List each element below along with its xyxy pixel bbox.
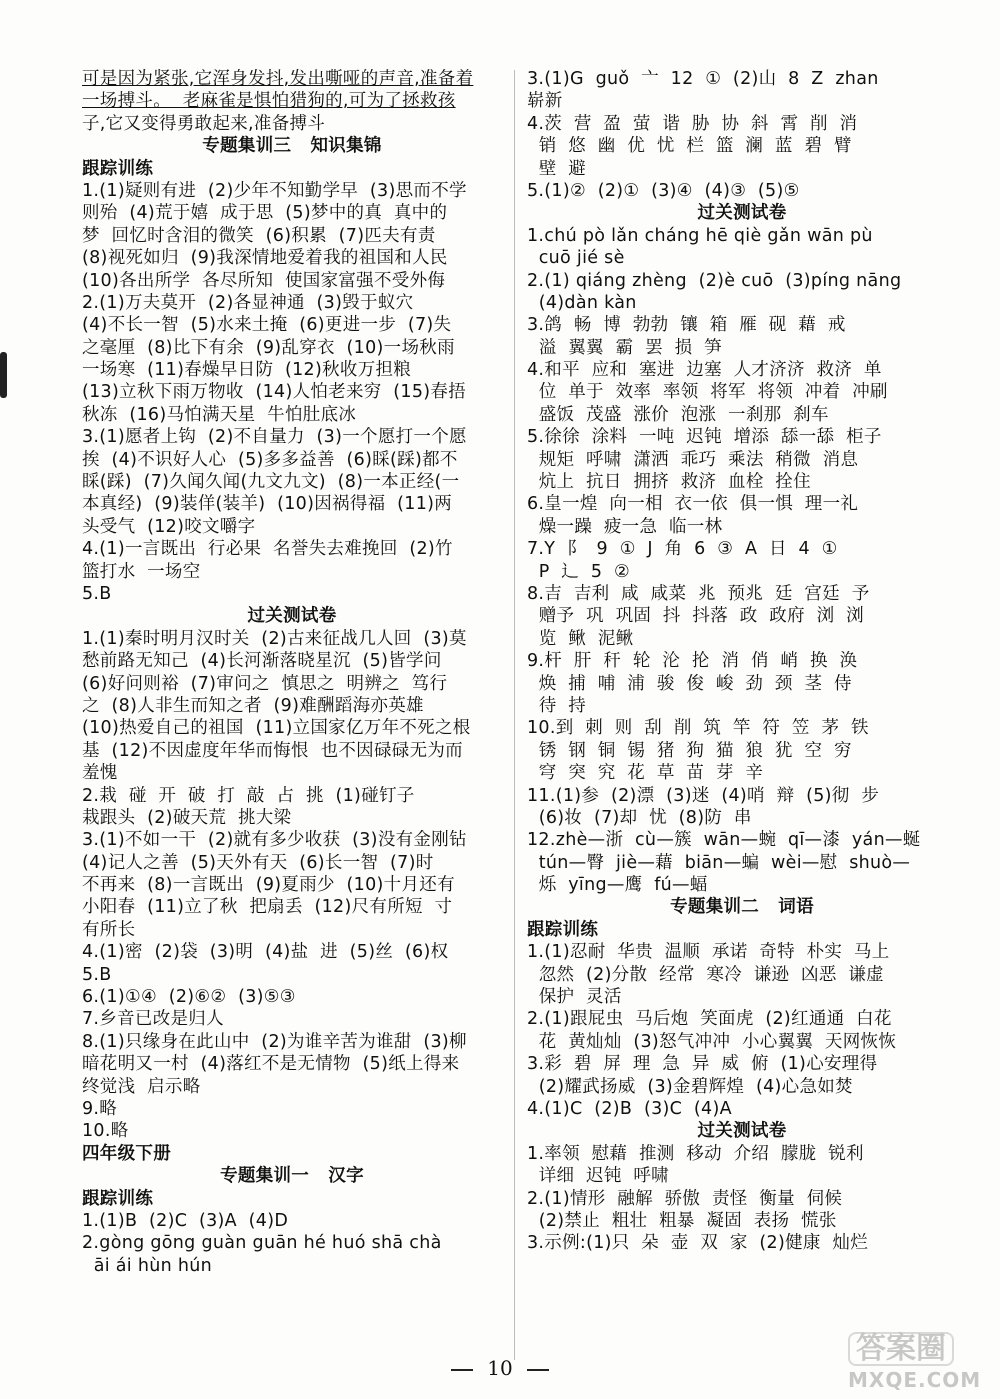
answer-line: (4)不长一智 (5)水来土掩 (6)更进一步 (7)失 bbox=[82, 315, 452, 336]
answer-line: 8.(1)只缘身在此山中 (2)为谁辛苦为谁甜 (3)柳 bbox=[82, 1031, 467, 1052]
answer-line: 7.Y 阝 9 ① J 角 6 ③ A 日 4 ① bbox=[527, 539, 838, 560]
watermark-logo-text: 答案圈 bbox=[848, 1332, 954, 1366]
answer-line: 溢 翼翼 霸 罢 损 笋 bbox=[527, 337, 722, 358]
answer-line: 4.(1)C (2)B (3)C (4)A bbox=[527, 1098, 732, 1119]
subsection-heading: 跟踪训练 bbox=[82, 1188, 154, 1209]
page-number-text: 10 bbox=[487, 1356, 513, 1380]
section-heading: 过关测试卷 bbox=[697, 203, 787, 224]
answer-line: 8.吉 吉利 咸 咸菜 兆 预兆 廷 宫廷 予 bbox=[527, 583, 870, 604]
scan-edge-mark bbox=[0, 352, 7, 398]
answer-line: 梦 回忆时含泪的微笑 (6)积累 (7)匹夫有责 bbox=[82, 225, 436, 246]
answer-line: 2.(1)万夫莫开 (2)各显神通 (3)毁于蚁穴 bbox=[82, 292, 414, 313]
answer-line: 1.(1)忍耐 华贵 温顺 承诺 奇特 朴实 马上 bbox=[527, 942, 890, 963]
answer-line: 3.(1)不如一干 (2)就有多少收获 (3)没有金刚钻 bbox=[82, 830, 467, 851]
answer-line: 1.chú pò lǎn cháng hē qiè gǎn wān pù bbox=[527, 225, 873, 246]
answer-line: 12.zhè—浙 cù—簇 wān—蜿 qī—漆 yán—蜒 bbox=[527, 830, 921, 851]
answer-line: 一场寒 (11)春燥早日防 (12)秋收万担粮 bbox=[82, 360, 412, 381]
answer-line: 6.皇一煌 向一相 衣一依 俱一惧 理一礼 bbox=[527, 494, 859, 515]
answer-line: 保护 灵活 bbox=[527, 987, 622, 1008]
answer-line: 规矩 呼啸 潇洒 乖巧 乘法 稍微 消息 bbox=[527, 449, 859, 470]
answer-line: tún—臀 jiè—藉 biān—蝙 wèi—慰 shuò— bbox=[527, 852, 911, 873]
answer-line: 2.(1)情形 融解 骄傲 责怪 衡量 伺候 bbox=[527, 1188, 843, 1209]
answer-line: 4.(1)密 (2)袋 (3)明 (4)盐 进 (5)丝 (6)权 bbox=[82, 942, 449, 963]
answer-line: 栽跟头 (2)破天荒 挑大梁 bbox=[82, 807, 292, 828]
answer-line: 2.(1)跟屁虫 马后炮 笑面虎 (2)红通通 白花 bbox=[527, 1009, 892, 1030]
answer-line: 焕 捕 哺 浦 骏 俊 峻 劲 颈 茎 侍 bbox=[527, 673, 852, 694]
answer-line: 暗花明又一村 (4)落红不是无情物 (5)纸上得来 bbox=[82, 1054, 460, 1075]
answer-line: 燥一躁 疲一急 临一林 bbox=[527, 516, 723, 537]
answer-line: (13)立秋下雨万物收 (14)人怕老来穷 (15)春捂 bbox=[82, 382, 467, 403]
answer-line: 壁 避 bbox=[527, 158, 587, 179]
answer-line: 则殆 (4)荒于嬉 成于思 (5)梦中的真 真中的 bbox=[82, 203, 448, 224]
subsection-heading: 四年级下册 bbox=[82, 1143, 171, 1164]
answer-line: (6)好问则裕 (7)审问之 慎思之 明辨之 笃行 bbox=[82, 673, 448, 694]
answer-line: 基 (12)不因虚度年华而悔恨 也不因碌碌无为而 bbox=[82, 740, 463, 761]
answer-line: 小阳春 (11)立了秋 把扇丢 (12)尺有所短 寸 bbox=[82, 897, 453, 918]
answer-line: 1.(1)B (2)C (3)A (4)D bbox=[82, 1210, 289, 1231]
answer-line: 7.乡音已改是归人 bbox=[82, 1009, 224, 1030]
answer-line: 销 悠 幽 优 忧 栏 篮 澜 蓝 碧 臂 bbox=[527, 136, 852, 157]
answer-line: 详细 迟钝 呼啸 bbox=[527, 1166, 669, 1187]
answer-line: 头受气 (12)咬文嚼字 bbox=[82, 516, 256, 537]
answer-line: 3.(1)G guǒ 亠 12 ① (2)山 8 Z zhan bbox=[527, 69, 879, 89]
answer-line: 一场搏斗。 老麻雀是惧怕猎狗的,可为了拯救孩 bbox=[82, 91, 456, 112]
answer-line: 待 持 bbox=[527, 695, 587, 716]
answer-line: P 辶 5 ② bbox=[527, 561, 630, 582]
subsection-heading: 跟踪训练 bbox=[527, 919, 599, 940]
answer-line: 锈 钢 铜 锡 猪 狗 猫 狼 犹 空 穷 bbox=[527, 740, 852, 761]
answer-line: cuō jié sè bbox=[527, 248, 625, 269]
answer-line: āi ái hùn hún bbox=[82, 1255, 213, 1276]
answer-line: 崭新 bbox=[527, 91, 563, 112]
answer-line: (10)各出所学 各尽所知 使国家富强不受外侮 bbox=[82, 270, 446, 291]
answer-line: 炕上 抗日 拥挤 救济 血栓 拴住 bbox=[527, 472, 811, 493]
answer-line: 1.(1)秦时明月汉时关 (2)古来征战几人回 (3)莫 bbox=[82, 628, 467, 649]
answer-line: 5.B bbox=[82, 964, 112, 985]
answer-line: 5.徐徐 涂料 一吨 迟钝 增添 舔一舔 柜子 bbox=[527, 427, 882, 448]
answer-line: 子,它又变得勇敢起来,准备搏斗 bbox=[82, 113, 326, 134]
answer-line: 烁 yīng—鹰 fú—蝠 bbox=[527, 875, 708, 896]
answer-line: 3.示例:(1)只 朵 壶 双 家 (2)健康 灿烂 bbox=[527, 1233, 869, 1254]
answer-line: 穹 突 究 花 草 苗 芽 辛 bbox=[527, 763, 764, 784]
left-column bbox=[82, 68, 502, 1277]
answer-line: (6)妆 (7)却 忧 (8)防 串 bbox=[527, 807, 752, 828]
answer-line: 位 单于 效率 率领 将军 将领 冲着 冲刷 bbox=[527, 382, 888, 403]
answer-line: 愁前路无知己 (4)长河渐落晓星沉 (5)皆学问 bbox=[82, 651, 442, 672]
answer-line: 1.(1)疑则有进 (2)少年不知勤学早 (3)思而不学 bbox=[82, 180, 467, 201]
right-column bbox=[527, 68, 957, 1255]
answer-line: 10.到 刺 则 刮 削 筑 竿 符 笠 茅 铁 bbox=[527, 718, 869, 739]
answer-line: 可是因为紧张,它浑身发抖,发出嘶哑的声音,准备着 bbox=[82, 69, 474, 89]
answer-line: 2.(1) qiáng zhèng (2)è cuō (3)píng nāng bbox=[527, 270, 902, 291]
answer-line: (2)耀武扬威 (3)金碧辉煌 (4)心急如焚 bbox=[527, 1076, 853, 1097]
answer-line: 不再来 (8)一言既出 (9)夏雨少 (10)十月还有 bbox=[82, 875, 455, 896]
answer-line: (4)dàn kàn bbox=[527, 292, 637, 313]
answer-line: 忽然 (2)分散 经常 寒冷 谦逊 凶恶 谦虚 bbox=[527, 964, 884, 985]
answer-line: 羞愧 bbox=[82, 763, 118, 784]
watermark-logo bbox=[848, 1332, 988, 1390]
section-heading: 专题集训一 汉字 bbox=[220, 1166, 364, 1187]
answer-line: 4.和平 应和 塞进 边塞 人才济济 救济 单 bbox=[527, 360, 882, 381]
answer-line: 之 (8)人非生而知之者 (9)难酬蹈海亦英雄 bbox=[82, 695, 424, 716]
answer-line: 11.(1)参 (2)漂 (3)迷 (4)哨 辩 (5)彻 步 bbox=[527, 785, 880, 806]
answer-line: 览 鳅 泥鳅 bbox=[527, 628, 634, 649]
answer-line: (2)禁止 粗壮 粗暴 凝固 表扬 慌张 bbox=[527, 1210, 837, 1231]
answer-line: 花 黄灿灿 (3)怒气冲冲 小心翼翼 天网恢恢 bbox=[527, 1031, 897, 1052]
answer-line: 2.gòng gōng guàn guān hé huó shā chà bbox=[82, 1233, 442, 1254]
answer-line: 6.(1)①④ (2)⑥② (3)⑤③ bbox=[82, 987, 296, 1008]
answer-line: 有所长 bbox=[82, 919, 136, 940]
subsection-heading: 跟踪训练 bbox=[82, 158, 154, 179]
answer-line: 赠予 巩 巩固 抖 抖落 政 政府 浏 浏 bbox=[527, 606, 864, 627]
column-divider bbox=[514, 70, 515, 1360]
answer-line: 挨 (4)不识好人心 (5)多多益善 (6)睬(踩)都不 bbox=[82, 449, 458, 470]
watermark-url: MXQE.COM bbox=[848, 1368, 982, 1392]
answer-line: 5.B bbox=[82, 583, 112, 604]
answer-line: 10.略 bbox=[82, 1121, 129, 1142]
answer-line: 3.彩 碧 屏 理 急 异 威 俯 (1)心安理得 bbox=[527, 1054, 878, 1075]
answer-line: 终觉浅 启示略 bbox=[82, 1076, 201, 1097]
answer-line: 篮打水 一场空 bbox=[82, 561, 201, 582]
answer-line: (4)记人之善 (5)天外有天 (6)长一智 (7)时 bbox=[82, 852, 434, 873]
section-heading: 专题集训三 知识集锦 bbox=[202, 136, 382, 157]
answer-line: 5.(1)② (2)① (3)④ (4)③ (5)⑤ bbox=[527, 180, 800, 201]
answer-line: 睬(踩) (7)久闻久闻(九文九文) (8)一本正经(一 bbox=[82, 472, 460, 493]
answer-line: 1.率领 慰藉 推测 移动 介绍 朦胧 锐利 bbox=[527, 1143, 864, 1164]
answer-line: 9.略 bbox=[82, 1098, 118, 1119]
answer-line: 秋冻 (16)马怕满天星 牛怕肚底冰 bbox=[82, 404, 357, 425]
answer-line: 4.(1)一言既出 行必果 名誉失去难挽回 (2)竹 bbox=[82, 539, 453, 560]
page-number-dash-right bbox=[527, 1369, 549, 1371]
page-number-dash-left bbox=[451, 1369, 473, 1371]
answer-line: (10)热爱自己的祖国 (11)立国家亿万年不死之根 bbox=[82, 718, 471, 739]
answer-line: 本真经) (9)装佯(装羊) (10)因祸得福 (11)两 bbox=[82, 494, 453, 515]
answer-line: 2.栽 碰 开 破 打 敲 占 挑 (1)碰钉子 bbox=[82, 785, 415, 806]
section-heading: 过关测试卷 bbox=[697, 1121, 787, 1142]
answer-line: 3.(1)愿者上钩 (2)不自量力 (3)一个愿打一个愿 bbox=[82, 427, 467, 448]
answer-line: 之毫厘 (8)比下有余 (9)乱穿衣 (10)一场秋雨 bbox=[82, 337, 455, 358]
answer-line: 4.茨 营 盈 萤 谐 胁 协 斜 霄 削 消 bbox=[527, 113, 858, 134]
section-heading: 专题集训二 词语 bbox=[670, 897, 814, 918]
answer-line: 3.鸽 畅 博 勃勃 镶 箱 雁 砚 藉 戒 bbox=[527, 315, 846, 336]
section-heading: 过关测试卷 bbox=[247, 606, 337, 627]
answer-line: 盛饭 茂盛 涨价 泡涨 一刹那 刹车 bbox=[527, 404, 829, 425]
answer-line: (8)视死如归 (9)我深情地爱着我的祖国和人民 bbox=[82, 248, 448, 269]
answer-line: 9.杆 肝 秆 轮 沦 抡 消 俏 峭 换 涣 bbox=[527, 651, 858, 672]
